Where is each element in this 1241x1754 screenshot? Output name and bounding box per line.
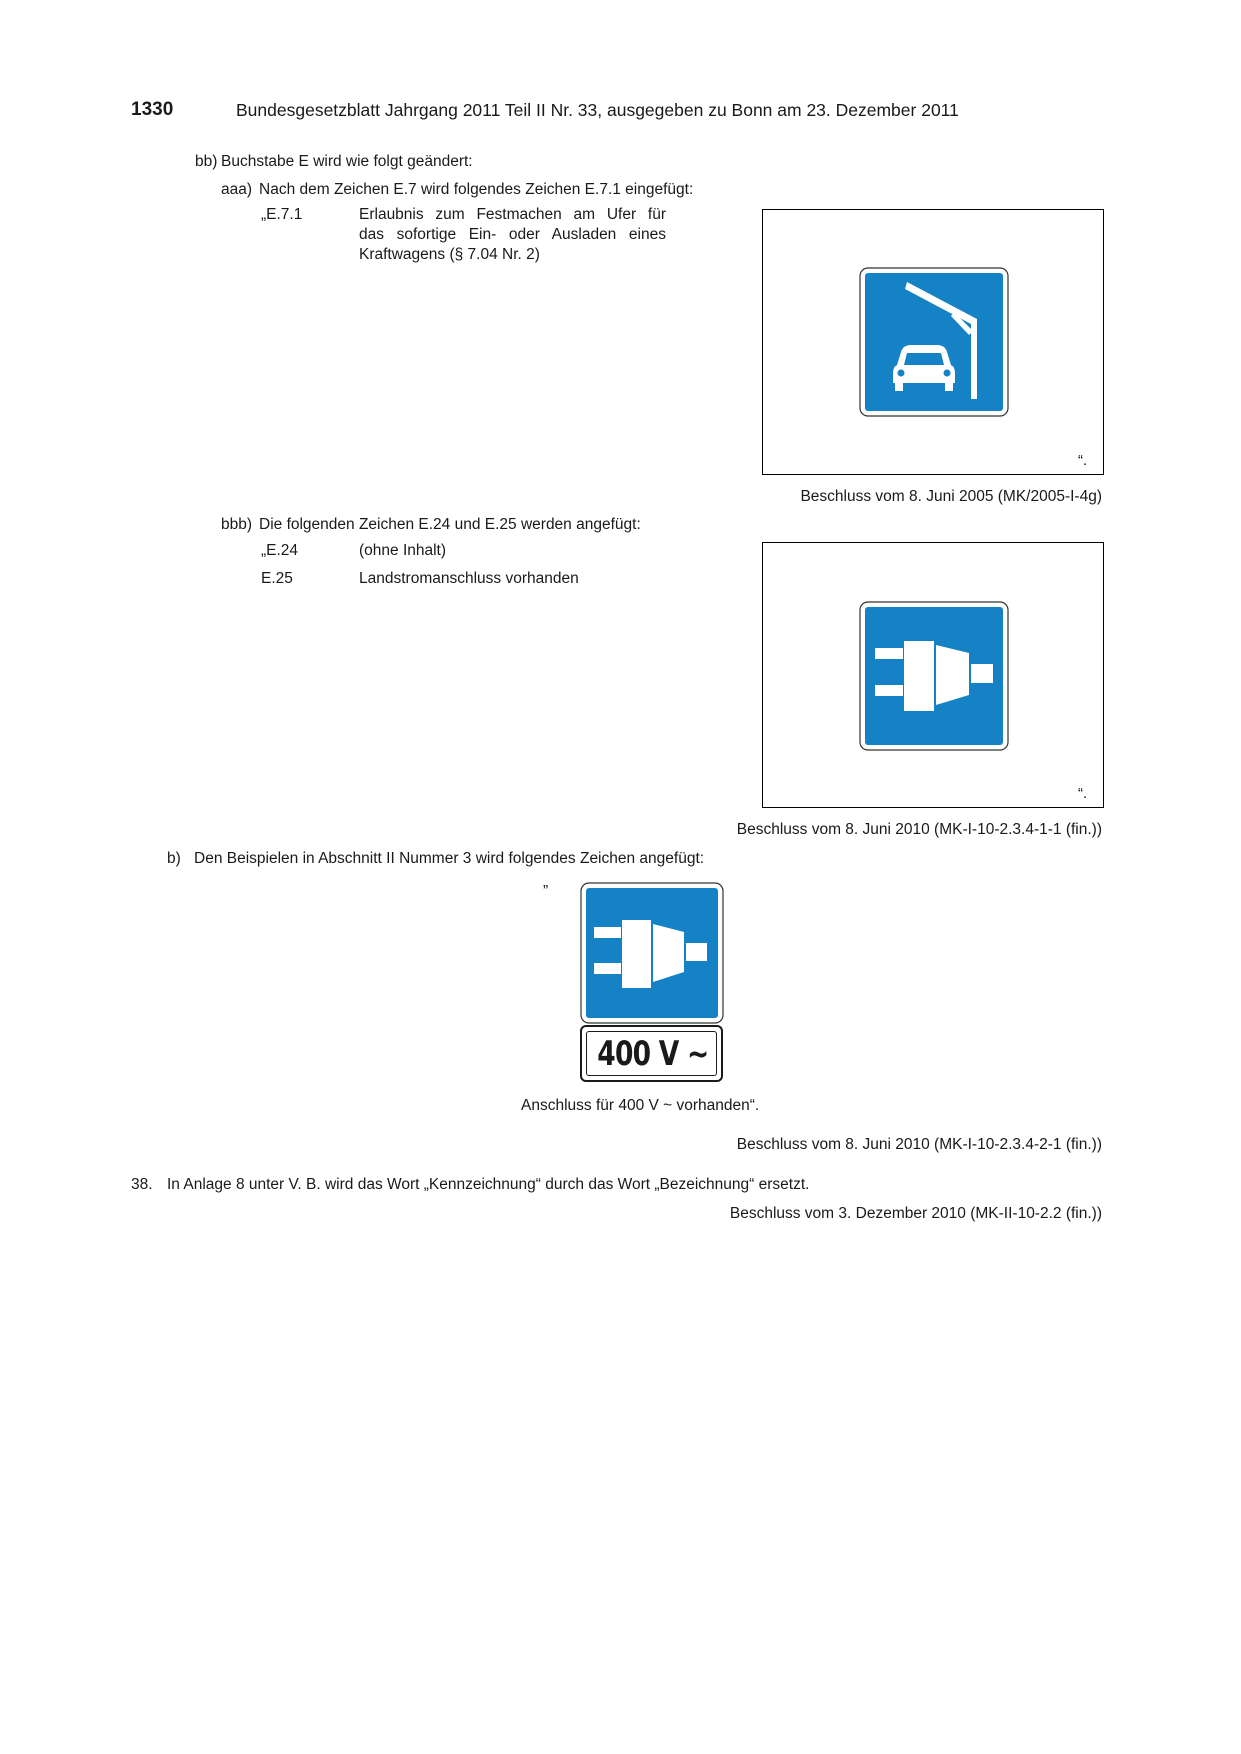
- car-mooring-sign-icon: [859, 267, 1009, 417]
- item-b-caption: Anschluss für 400 V ~ vorhanden“.: [521, 1097, 760, 1114]
- sign-e25-frame: [762, 542, 1104, 808]
- item-aaa-description-line: Erlaubnis zum Festmachen am Ufer für: [359, 206, 666, 223]
- item-bbb-description: (ohne Inhalt): [359, 542, 447, 559]
- voltage-panel-text: 400 V ~: [597, 1034, 709, 1074]
- item-bbb-text: Die folgenden Zeichen E.24 und E.25 werden angefügt:: [259, 516, 641, 533]
- item-bbb-code: „E.24: [261, 542, 299, 559]
- section-bb-text: Buchstabe E wird wie folgt geändert:: [221, 153, 473, 170]
- item-b-opening-mark: ”: [543, 883, 549, 900]
- shore-power-plug-sign-icon: [859, 601, 1009, 751]
- item-b-resolution: Beschluss vom 8. Juni 2010 (MK-I-10-2.3.4-2-1 (fin.)): [736, 1136, 1102, 1153]
- item-aaa-text: Nach dem Zeichen E.7 wird folgendes Zeichen E.7.1 eingefügt:: [259, 181, 694, 198]
- page-number: 1330: [131, 99, 174, 120]
- item-38-label: 38.: [131, 1176, 153, 1193]
- sign-e71-frame: [762, 209, 1104, 475]
- item-38-resolution: Beschluss vom 3. Dezember 2010 (MK-II-10-2.2 (fin.)): [729, 1205, 1102, 1222]
- item-bbb-label: bbb): [221, 516, 253, 533]
- sign-e71-closing-mark: “.: [1078, 452, 1088, 469]
- item-bbb-resolution: Beschluss vom 8. Juni 2010 (MK-I-10-2.3.4-1-1 (fin.)): [736, 821, 1102, 838]
- item-bbb-code: E.25: [261, 570, 293, 587]
- item-aaa-description-line: das sofortige Ein- oder Ausladen eines: [359, 226, 666, 243]
- voltage-panel: [580, 1025, 723, 1082]
- item-bbb-description: Landstromanschluss vorhanden: [359, 570, 579, 587]
- item-38-text: In Anlage 8 unter V. B. wird das Wort „Kennzeichnung“ durch das Wort „Bezeichnung“ ersetzt.: [167, 1176, 810, 1193]
- item-aaa-description-line: Kraftwagens (§ 7.04 Nr. 2): [359, 246, 540, 263]
- item-aaa-resolution: Beschluss vom 8. Juni 2005 (MK/2005-I-4g): [800, 488, 1102, 505]
- page-header-title: Bundesgesetzblatt Jahrgang 2011 Teil II Nr. 33, ausgegeben zu Bonn am 23. Dezember 2011: [236, 100, 959, 120]
- section-bb-label: bb): [195, 153, 218, 170]
- item-aaa-label: aaa): [221, 181, 253, 198]
- item-b-text: Den Beispielen in Abschnitt II Nummer 3 wird folgendes Zeichen angefügt:: [194, 850, 705, 867]
- sign-e25-closing-mark: “.: [1078, 785, 1088, 802]
- item-aaa-code: „E.7.1: [261, 206, 303, 223]
- item-b-label: b): [167, 850, 181, 867]
